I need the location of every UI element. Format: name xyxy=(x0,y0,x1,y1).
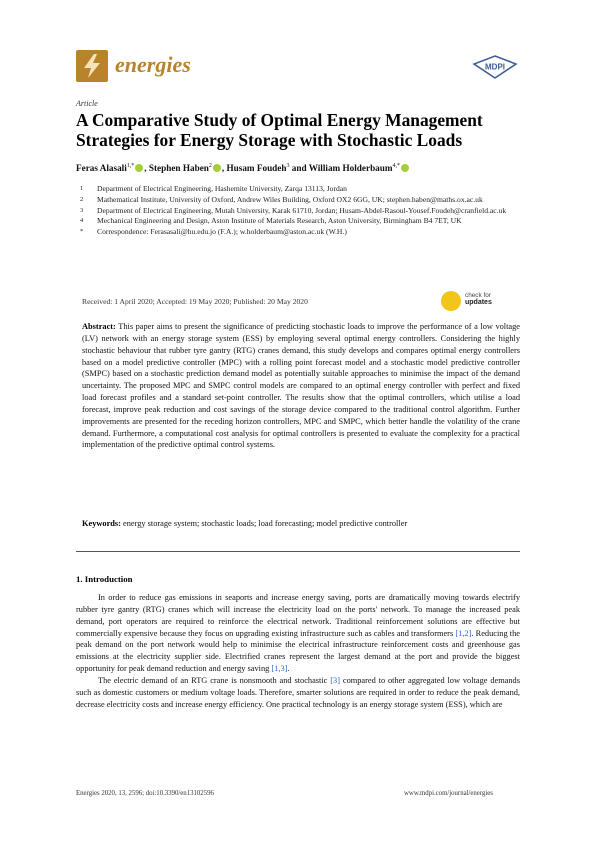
affiliation-text: Department of Electrical Engineering, Mutah University, Karak 61710, Jordan; Husam-Abdel-Rasoul-Yousef.Foudeh@cranfield.ac.uk xyxy=(97,205,507,215)
publication-dates: Received: 1 April 2020; Accepted: 19 May 2020; Published: 20 May 2020 xyxy=(82,297,308,306)
abstract-text: This paper aims to present the significance of predicting stochastic loads to improve the performance of a low voltage (LV) network with an energy storage system (ESS) by employing several optimal energy controllers. Considering the highly stochastic behaviour that rubber tyre gantry (RTG) cranes demand, this study develops and compares optimal energy controllers based on a model predictive controller (MPC) with a rolling point forecast model and a stochastic model predictive controller (SMPC) based on a stochastic prediction demand model as potentially suitable approaches to minimise the impact of the demand uncertainty. The proposed MPC and SMPC control models are compared to an optimal energy controller with perfect and fixed load forecast profiles and a standard set-point controller. The results show that the optimal controllers, which utilise a load forecast, improve peak reduction and cost savings of the storage device compared to the traditional control algorithm. Further improvements are presented for the receding horizon controllers, MPC and SMPC, which better handle the volatility of the crane demand. Furthermore, a computational cost analysis for optimal controllers is presented to evaluate the complexity for a practical implementation of the predictive optimal control systems. xyxy=(82,322,521,450)
orcid-icon[interactable] xyxy=(135,164,143,172)
keywords-label: Keywords: xyxy=(82,519,121,528)
affiliation-text: Mathematical Institute, University of Oxford, Andrew Wiles Building, Oxford OX2 6GG, UK; stephen.haben@maths.ox.ac.uk xyxy=(97,194,483,204)
author-name[interactable]: Stephen Haben xyxy=(148,163,209,174)
affiliation-item xyxy=(76,195,526,206)
journal-logo-icon xyxy=(76,50,108,82)
mdpi-logo-icon xyxy=(472,55,518,79)
affiliation-number: 3 xyxy=(80,206,84,214)
affiliation-item xyxy=(76,227,526,238)
affiliations xyxy=(76,184,526,238)
author-affil-sup: 3 xyxy=(286,163,290,169)
affiliation-number: * xyxy=(80,228,84,236)
mdpi-logo-text: MDPI xyxy=(485,62,505,72)
abstract-label: Abstract: xyxy=(82,322,116,331)
section-body xyxy=(76,592,520,710)
affiliation-item xyxy=(76,206,526,217)
author-sep: and xyxy=(289,163,309,174)
paragraph xyxy=(76,592,520,675)
author-affil-sup: 2 xyxy=(208,163,212,169)
author-name[interactable]: William Holderbaum xyxy=(308,163,393,174)
check-updates-line1: check for xyxy=(465,292,491,299)
affiliation-text: Department of Electrical Engineering, Hashemite University, Zarqa 13113, Jordan xyxy=(97,184,347,193)
author-affil-sup: 4,* xyxy=(392,163,401,169)
correspondence-text: Correspondence: Ferasasali@hu.edu.jo (F.A.); w.holderbaum@aston.ac.uk (W.H.) xyxy=(97,227,347,237)
author-name[interactable]: Feras Alasali xyxy=(76,163,127,174)
check-updates-button[interactable] xyxy=(465,292,492,306)
affiliation-number: 4 xyxy=(80,217,84,225)
affiliation-item xyxy=(76,184,526,195)
journal-name: energies xyxy=(115,52,191,77)
paragraph-text: In order to reduce gas emissions in seaports and increase energy saving, ports are dramatically moving towards electrify rubber tyre gantry (RTG) cranes which will increase the electricity load on the ports' network. To manage the increased peak demand, port operators are required to reinforce the electrical network. Traditional reinforcement solutions are effective but commercially expensive because they focus on upgrading existing infrastructure such as cables and transformers xyxy=(76,593,520,638)
affiliation-number: 2 xyxy=(80,195,84,203)
paragraph xyxy=(76,675,520,711)
author-list xyxy=(76,163,410,173)
paragraph-text: . xyxy=(287,664,290,674)
citation-link[interactable]: [1,2] xyxy=(455,628,472,638)
citation-link[interactable]: [3] xyxy=(330,675,340,685)
check-updates-icon[interactable] xyxy=(441,291,461,311)
abstract xyxy=(82,321,520,451)
paragraph-text: The electric demand of an RTG crane is nonsmooth and stochastic xyxy=(98,675,331,685)
author-affil-sup: 1,* xyxy=(126,163,135,169)
article-type: Article xyxy=(76,99,98,108)
citation-link[interactable]: [1,3] xyxy=(271,664,288,674)
affiliation-number: 1 xyxy=(80,185,84,192)
affiliation-item xyxy=(76,216,526,227)
footer-url[interactable]: www.mdpi.com/journal/energies xyxy=(404,790,493,797)
paragraph-text: . Reducing the peak demand on the port network would help to minimise the electrical infrastructure reinforcement costs and greenhouse gas emissions at the electricity supplier side. Electrified cranes represent the largest demand at the port and provide the biggest opportunity for peak demand reduction and energy saving xyxy=(76,628,520,674)
divider xyxy=(76,551,520,552)
paper-title: A Comparative Study of Optimal Energy Management Strategies for Energy Storage with Stochastic Loads xyxy=(76,110,483,150)
keywords-text: energy storage system; stochastic loads; load forecasting; model predictive controller xyxy=(123,519,408,528)
keywords xyxy=(82,519,522,528)
author-sep: , xyxy=(144,163,149,174)
footer-citation: Energies 2020, 13, 2596; doi:10.3390/en13102596 xyxy=(76,790,214,797)
orcid-icon[interactable] xyxy=(213,164,221,172)
author-name[interactable]: Husam Foudeh xyxy=(226,163,287,174)
orcid-icon[interactable] xyxy=(401,164,409,172)
check-updates-line2: updates xyxy=(465,299,492,306)
author-sep: , xyxy=(221,163,227,174)
paragraph-text: compared to other aggregated low voltage demands such as domestic customers or medium voltage loads. Therefore, smarter solutions are required in order to reduce the peak demand, decrease electricity costs and increase energy efficiency. One practical technology is an energy storage system (ESS), which are xyxy=(76,675,520,709)
affiliation-text: Mechanical Engineering and Design, Aston Institute of Materials Research, Aston University, Birmingham B4 7ET, UK xyxy=(97,216,462,226)
section-heading: 1. Introduction xyxy=(76,574,133,584)
